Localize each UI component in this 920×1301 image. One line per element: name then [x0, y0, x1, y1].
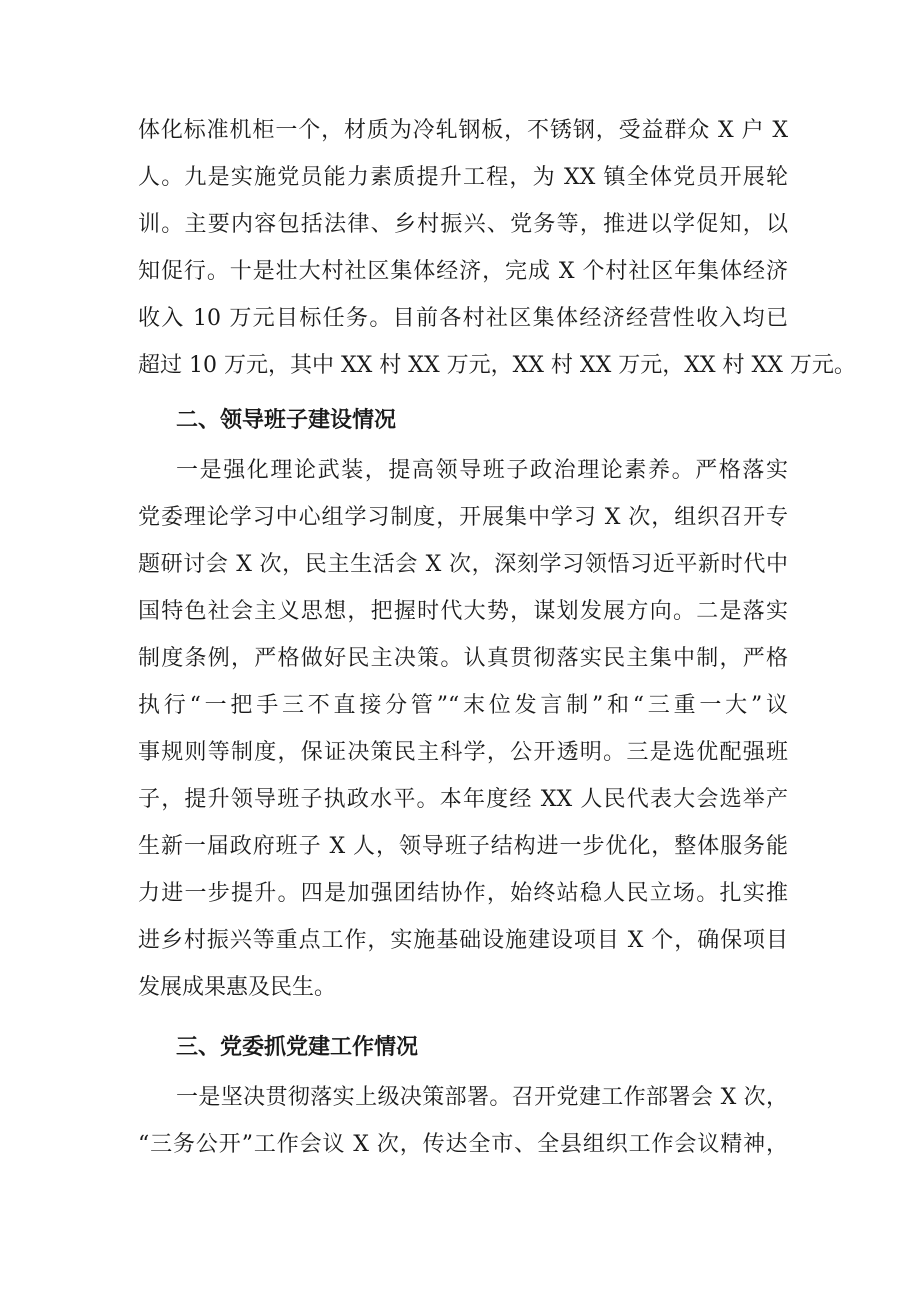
- section-heading: 三、党委抓党建工作情况: [176, 1035, 419, 1060]
- paragraph-line: 党委理论学习中心组学习制度，开展集中学习 X 次，组织召开专: [138, 505, 788, 530]
- paragraph-line: 执行“一把手三不直接分管”“末位发言制”和“三重一大”议: [138, 693, 788, 718]
- paragraph-line: 一是坚决贯彻落实上级决策部署。召开党建工作部署会 X 次，: [176, 1085, 788, 1110]
- paragraph-line: 制度条例，严格做好民主决策。认真贯彻落实民主集中制，严格: [138, 646, 788, 671]
- paragraph-line: 题研讨会 X 次，民主生活会 X 次，深刻学习领悟习近平新时代中: [138, 552, 788, 577]
- paragraph-line: 子，提升领导班子执政水平。本年度经 XX 人民代表大会选举产: [138, 787, 788, 812]
- paragraph-line: 超过 10 万元，其中 XX 村 XX 万元，XX 村 XX 万元，XX 村 XX 万元。: [138, 353, 856, 378]
- paragraph-line: 生新一届政府班子 X 人，领导班子结构进一步优化，整体服务能: [138, 834, 788, 859]
- paragraph-line: 训。主要内容包括法律、乡村振兴、党务等，推进以学促知，以: [138, 212, 788, 237]
- paragraph-line: 知促行。十是壮大村社区集体经济，完成 X 个村社区年集体经济: [138, 259, 788, 284]
- paragraph-line: “三务公开”工作会议 X 次，传达全市、全县组织工作会议精神，: [138, 1132, 788, 1157]
- paragraph-line: 进乡村振兴等重点工作，实施基础设施建设项目 X 个，确保项目: [138, 928, 788, 953]
- paragraph-line: 力进一步提升。四是加强团结协作，始终站稳人民立场。扎实推: [138, 881, 788, 906]
- section-heading: 二、领导班子建设情况: [176, 408, 397, 433]
- paragraph-line: 收入 10 万元目标任务。目前各村社区集体经济经营性收入均已: [138, 306, 788, 331]
- paragraph-line: 事规则等制度，保证决策民主科学，公开透明。三是选优配强班: [138, 740, 788, 765]
- paragraph-line: 国特色社会主义思想，把握时代大势，谋划发展方向。二是落实: [138, 599, 788, 624]
- paragraph-line: 人。九是实施党员能力素质提升工程，为 XX 镇全体党员开展轮: [138, 165, 788, 190]
- paragraph-line: 体化标准机柜一个，材质为冷轧钢板，不锈钢，受益群众 X 户 X: [138, 118, 788, 143]
- paragraph-line: 发展成果惠及民生。: [138, 975, 337, 1000]
- paragraph-line: 一是强化理论武装，提高领导班子政治理论素养。严格落实: [176, 458, 788, 483]
